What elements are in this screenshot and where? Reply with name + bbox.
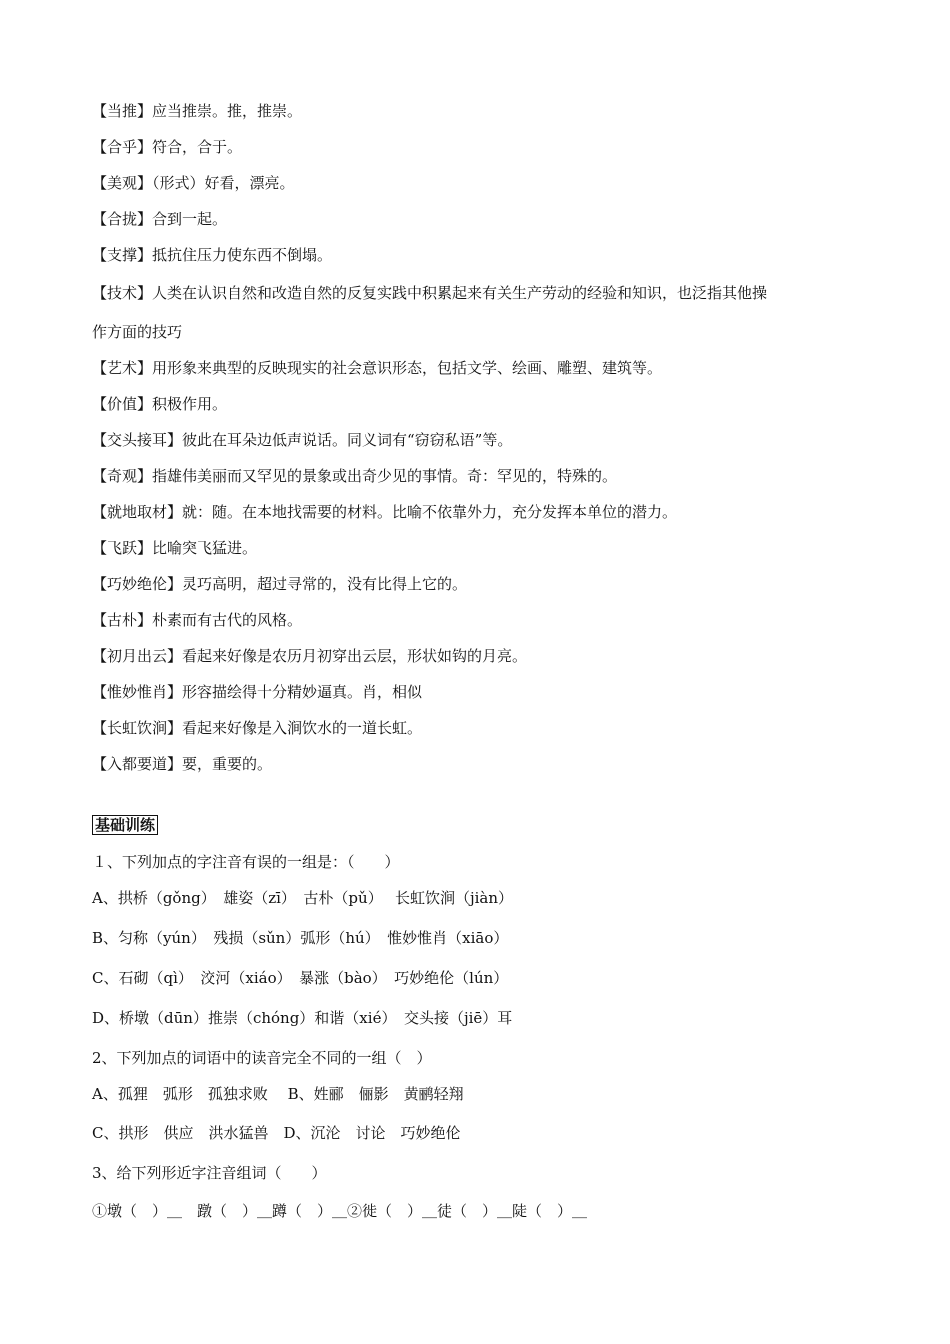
definition-line: 【巧妙绝伦】灵巧高明，超过寻常的，没有比得上它的。: [92, 575, 468, 593]
definition-line-continued: 作方面的技巧: [92, 323, 183, 341]
definition-line: 【合拢】合到一起。: [92, 210, 228, 228]
definition-line: 【艺术】用形象来典型的反映现实的社会意识形态，包括文学、绘画、雕塑、建筑等。: [92, 359, 663, 377]
question-line: １、下列加点的字注音有误的一组是：（ ）: [92, 853, 400, 871]
definition-line: 【飞跃】比喻突飞猛进。: [92, 539, 258, 557]
definition-line: 【就地取材】就：随。在本地找需要的材料。比喻不依靠外力，充分发挥本单位的潜力。: [92, 503, 678, 521]
definition-line: 【价值】积极作用。: [92, 395, 228, 413]
section-title: 基础训练: [92, 815, 158, 835]
question-option: A、拱桥（gǒng） 雄姿（zī） 古朴（pǔ） 长虹饮涧（jiàn）: [92, 889, 514, 907]
question-option: B、匀称（yún） 残损（sǔn）弧形（hú） 惟妙惟肖（xiāo）: [92, 929, 509, 947]
definition-line: 【交头接耳】彼此在耳朵边低声说话。同义词有“窃窃私语”等。: [92, 431, 513, 449]
definition-line: 【美观】（形式）好看，漂亮。: [92, 174, 295, 192]
definition-line: 【技术】人类在认识自然和改造自然的反复实践中积累起来有关生产劳动的经验和知识，也泛指其他操: [92, 284, 768, 302]
fill-in-line: ①墩（ ）＿ 蹾（ ）＿蹲（ ）＿②徙（ ）＿徒（ ）＿陡（ ）＿: [92, 1202, 588, 1220]
definition-line: 【长虹饮涧】看起来好像是入涧饮水的一道长虹。: [92, 719, 423, 737]
definition-line: 【惟妙惟肖】形容描绘得十分精妙逼真。肖，相似: [92, 683, 423, 701]
definition-line: 【入都要道】要，重要的。: [92, 755, 273, 773]
definition-line: 【当推】应当推崇。推，推崇。: [92, 102, 303, 120]
question-line: 3、给下列形近字注音组词（ ）: [92, 1164, 327, 1182]
definition-line: 【合乎】符合，合于。: [92, 138, 243, 156]
definition-line: 【古朴】朴素而有古代的风格。: [92, 611, 303, 629]
question-option: D、桥墩（dūn）推崇（chóng）和谐（xié） 交头接（jiē）耳: [92, 1009, 513, 1027]
definition-line: 【奇观】指雄伟美丽而又罕见的景象或出奇少见的事情。奇：罕见的，特殊的。: [92, 467, 618, 485]
definition-line: 【支撑】抵抗住压力使东西不倒塌。: [92, 246, 333, 264]
question-option: C、石砌（qì） 洨河（xiáo） 暴涨（bào） 巧妙绝伦（lún）: [92, 969, 509, 987]
question-option: A、孤狸 弧形 孤独求败 B、姓郦 俪影 黄鹂轻翔: [92, 1085, 464, 1103]
question-line: 2、下列加点的词语中的读音完全不同的一组（ ）: [92, 1049, 432, 1067]
question-option: C、拱形 供应 洪水猛兽 D、沉沦 讨论 巧妙绝伦: [92, 1124, 461, 1142]
definition-line: 【初月出云】看起来好像是农历月初穿出云层，形状如钩的月亮。: [92, 647, 528, 665]
